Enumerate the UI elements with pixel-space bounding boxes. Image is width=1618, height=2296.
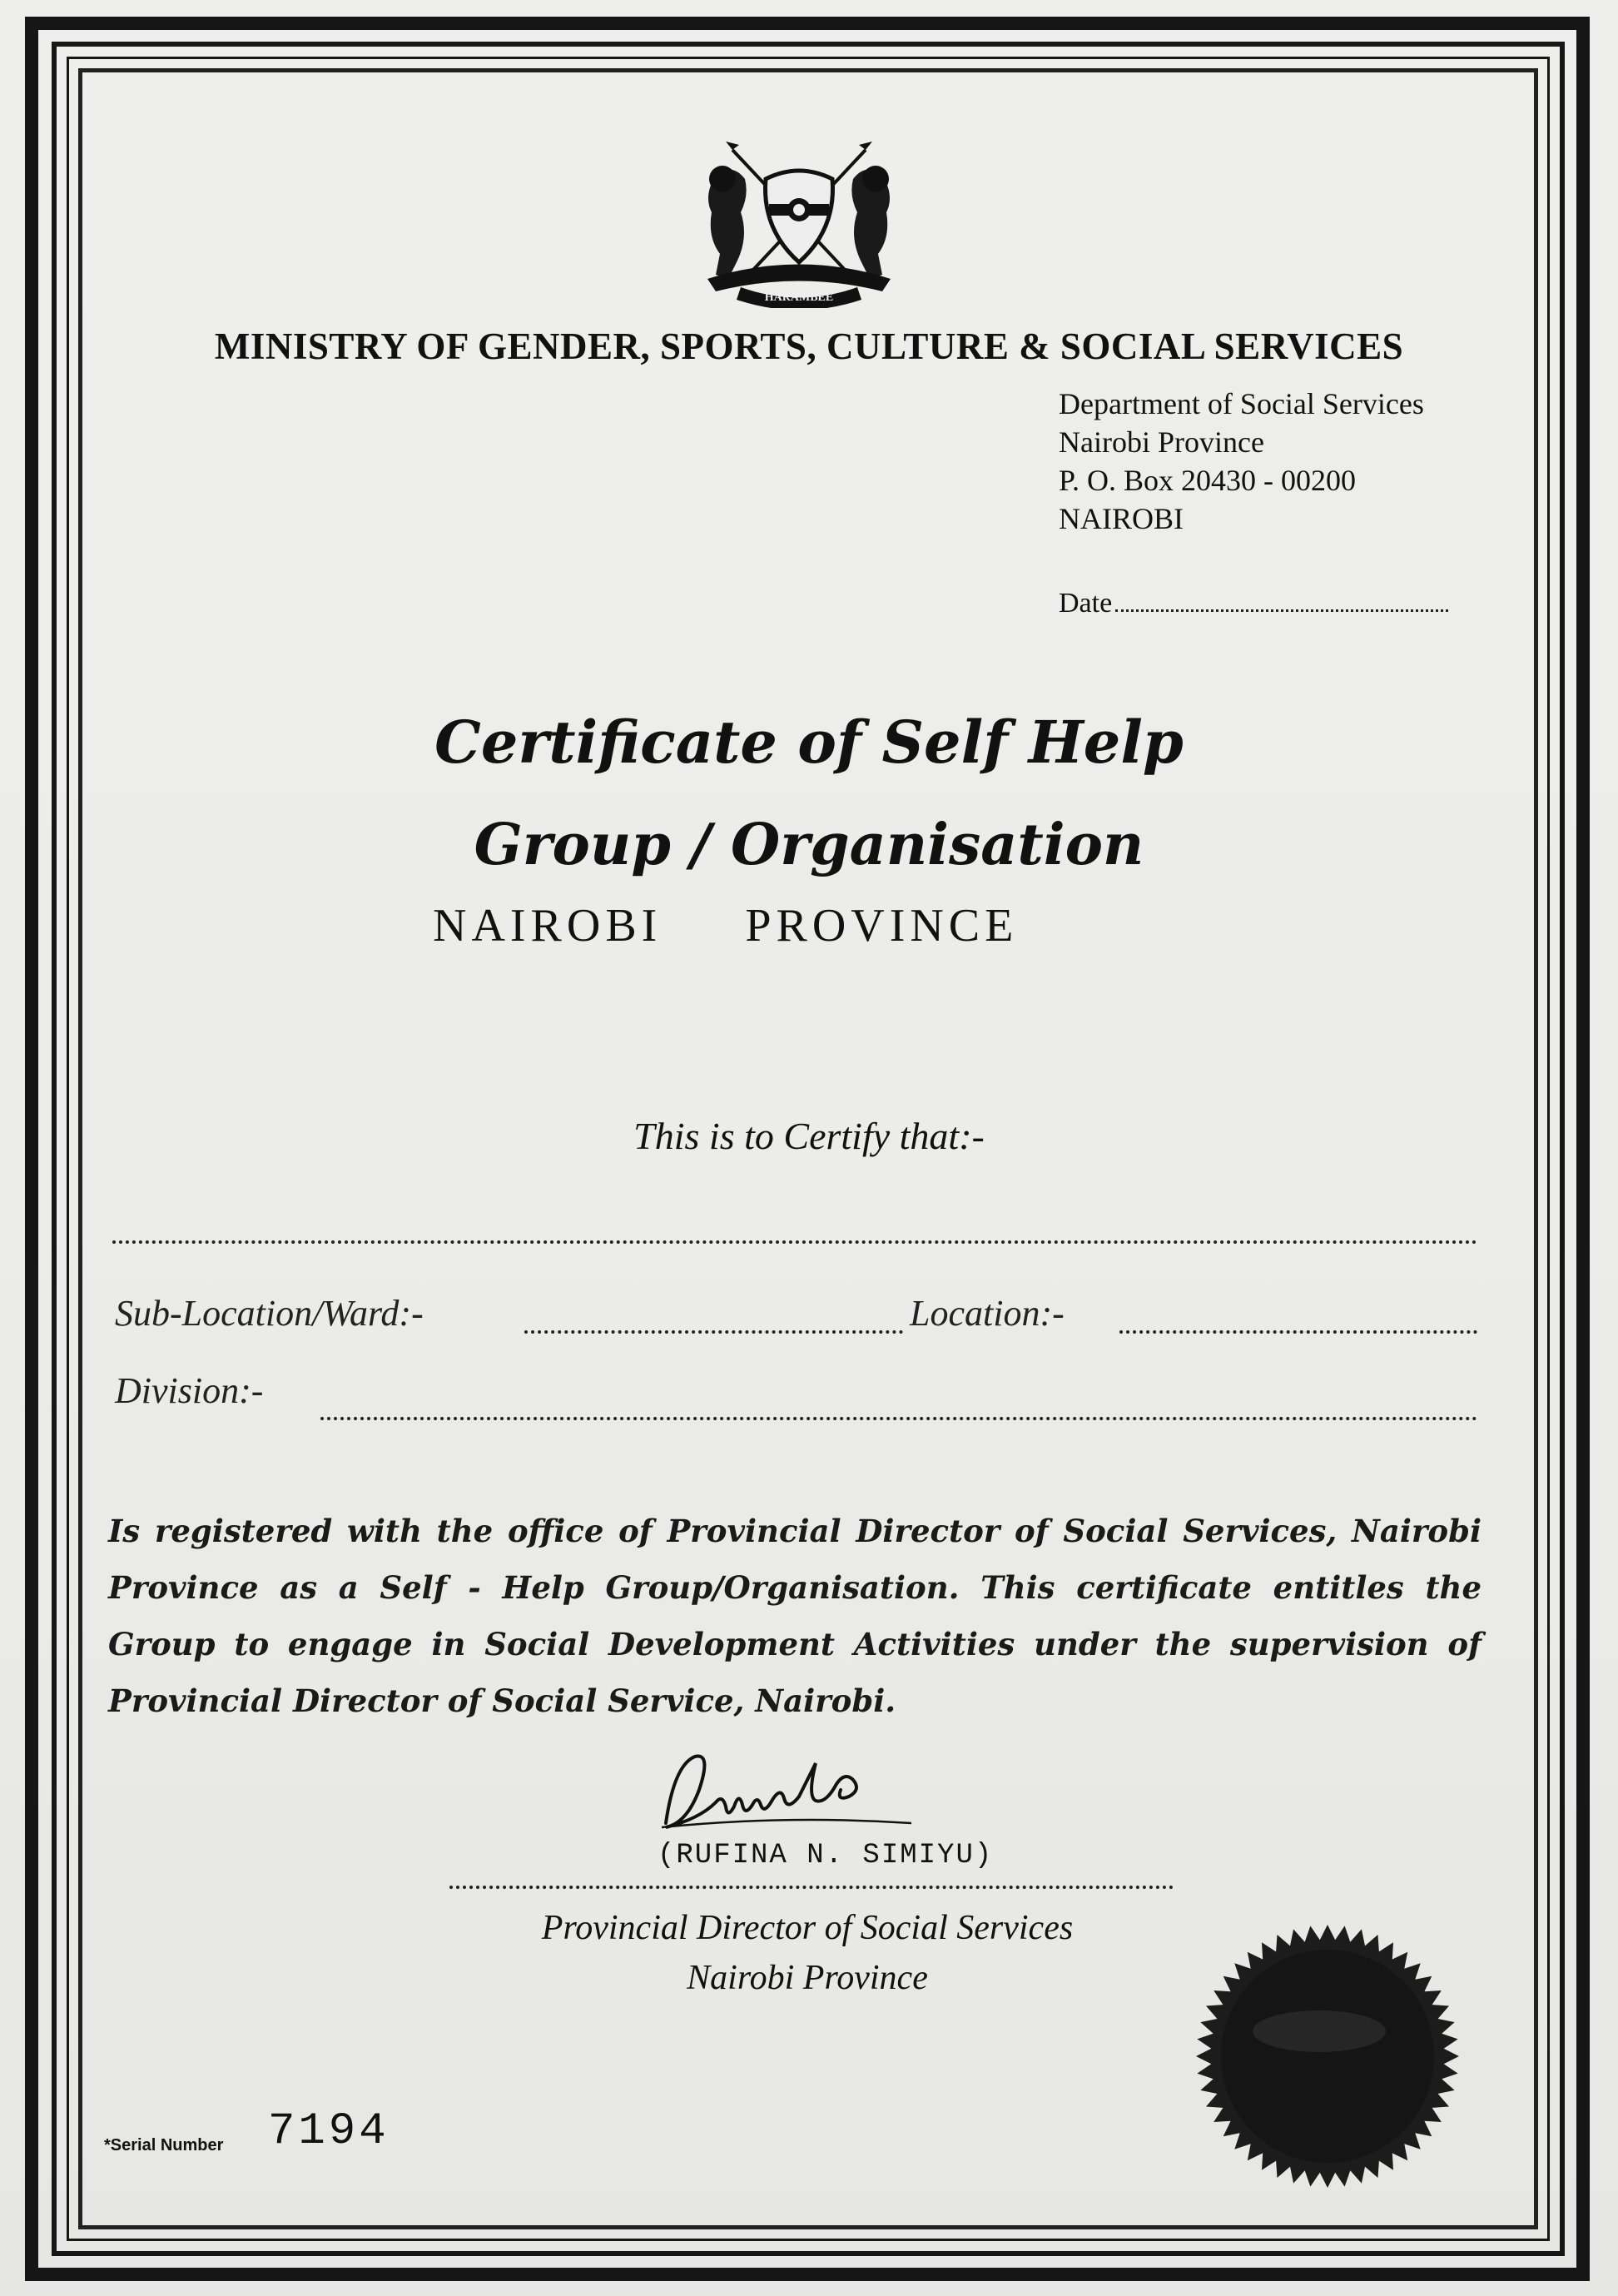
signatory-name: (RUFINA N. SIMIYU) [658,1840,994,1871]
serial-number-value: 7194 [268,2106,390,2157]
serial-number-label: *Serial Number [104,2136,224,2154]
certificate-title-line-2: Group / Organisation [474,812,1144,878]
date-label: Date [1059,588,1113,619]
seal-icon [1194,1923,1461,2189]
signature-icon [649,1744,932,1844]
address-line-3: P. O. Box 20430 - 00200 [1059,464,1357,497]
province-word-2: PROVINCE [745,900,1019,952]
location-label: Location:- [910,1293,1065,1334]
coat-motto: HARAMBEE [764,291,834,304]
address-line-1: Department of Social Services [1059,387,1424,420]
ministry-heading: MINISTRY OF GENDER, SPORTS, CULTURE & SOCIAL SERVICES [214,326,1404,367]
certificate-title-line-1: Certificate of Self Help [434,708,1184,777]
department-address [1059,385,1424,538]
coat-of-arms-icon [682,142,916,308]
date-row [1059,588,1448,619]
signatory-title: Provincial Director of Social Services [541,1909,1074,1947]
date-blank-line [1115,593,1448,612]
division-blank-line [320,1417,1477,1420]
address-line-2: Nairobi Province [1059,425,1264,459]
division-label: Division:- [115,1370,264,1411]
certificate-body-text: Is registered with the office of Provincial Director of Social Services, Nairobi Province as a Self - Help Group/Organisation. This certificate entitles the Group to engage in Social Development Activities under the supervision of Provincial Director of Social Service, Nairobi. [108,1513,1482,1719]
province-word-1: NAIROBI [433,900,663,952]
location-blank-line [1119,1330,1477,1334]
province-heading [433,899,1018,952]
signature-blank-line [449,1886,1174,1889]
certify-statement: This is to Certify that:- [633,1115,985,1157]
sub-location-label: Sub-Location/Ward:- [115,1293,424,1334]
address-line-4: NAIROBI [1059,502,1184,535]
sub-location-blank-line [524,1330,903,1334]
group-name-blank-line [112,1240,1477,1244]
signatory-area: Nairobi Province [687,1959,928,1997]
